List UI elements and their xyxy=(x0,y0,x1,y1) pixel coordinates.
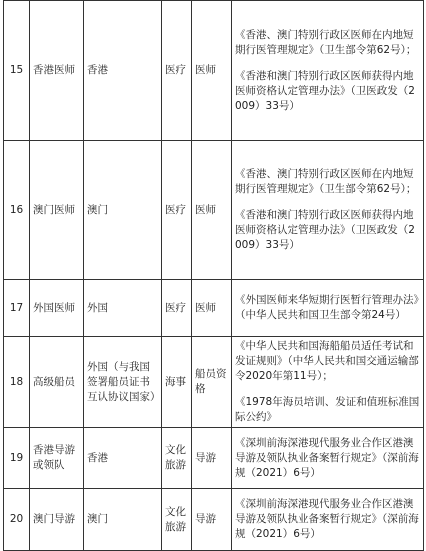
regulation-text: 《香港和澳门特别行政区医师获得内地医师资格认定管理办法》（卫医政发（2009）33号） xyxy=(235,69,415,112)
qualification-cell: 导游 xyxy=(192,428,232,489)
region-cell: 澳门 xyxy=(84,489,162,551)
regulation-text: 《香港和澳门特别行政区医师获得内地医师资格认定管理办法》（卫医政发（2009）33号） xyxy=(235,209,415,251)
document-table xyxy=(3,0,424,551)
category-cell: 文化旅游 xyxy=(162,489,192,551)
regulation-text: 《外国医师来华短期行医暂行管理办法》（中华人民共和国卫生部令第24号） xyxy=(235,294,419,321)
regulations-cell xyxy=(232,1,424,141)
table-row xyxy=(4,280,424,337)
category-cell: 文化旅游 xyxy=(162,428,192,489)
table-row xyxy=(4,141,424,280)
row-number: 20 xyxy=(4,489,30,551)
regulation-text: 《香港、澳门特别行政区医师在内地短期行医管理规定》（卫生部令第62号）； xyxy=(235,28,417,56)
regulations-cell xyxy=(232,337,424,428)
row-number: 17 xyxy=(4,280,30,337)
occupation-cell: 澳门导游 xyxy=(30,489,84,551)
table-row xyxy=(4,489,424,551)
table-row xyxy=(4,337,424,428)
regulation-text: 《深圳前海深港现代服务业合作区港澳导游及领队执业备案暂行规定》（深前海规（2021）6号） xyxy=(235,498,419,540)
table-row xyxy=(4,428,424,489)
row-number: 15 xyxy=(4,1,30,141)
category-cell: 医疗 xyxy=(162,280,192,337)
regulation-text: 《1978年海员培训、发证和值班标准国际公约》 xyxy=(235,396,420,423)
region-cell: 香港 xyxy=(84,428,162,489)
occupation-cell: 外国医师 xyxy=(30,280,84,337)
region-cell: 香港 xyxy=(84,1,162,141)
occupation-cell: 澳门医师 xyxy=(30,141,84,280)
category-cell: 医疗 xyxy=(162,1,192,141)
category-cell: 海事 xyxy=(162,337,192,428)
table-row xyxy=(4,1,424,141)
regulation-text: 《深圳前海深港现代服务业合作区港澳导游及领队执业备案暂行规定》（深前海规（2021）6号） xyxy=(235,436,419,479)
qualification-cell: 医师 xyxy=(192,1,232,141)
occupation-cell: 香港导游或领队 xyxy=(30,428,84,489)
regulation-text: 《中华人民共和国海船船员适任考试和发证规则》（中华人民共和国交通运输部令2020年第11号）； xyxy=(235,340,419,382)
category-cell: 医疗 xyxy=(162,141,192,280)
regulations-cell xyxy=(232,280,424,337)
regulations-cell xyxy=(232,489,424,551)
qualification-cell: 医师 xyxy=(192,280,232,337)
regulation-text: 《香港、澳门特别行政区医师在内地短期行医管理规定》（卫生部令第62号）； xyxy=(235,168,417,195)
region-cell: 外国（与我国签署船员证书互认协议国家） xyxy=(84,337,162,428)
occupation-cell: 高级船员 xyxy=(30,337,84,428)
qualification-cell: 医师 xyxy=(192,141,232,280)
row-number: 16 xyxy=(4,141,30,280)
row-number: 18 xyxy=(4,337,30,428)
qualification-cell: 导游 xyxy=(192,489,232,551)
qualification-cell: 船员资格 xyxy=(192,337,232,428)
occupation-cell: 香港医师 xyxy=(30,1,84,141)
row-number: 19 xyxy=(4,428,30,489)
region-cell: 外国 xyxy=(84,280,162,337)
regulations-cell xyxy=(232,141,424,280)
regulations-cell xyxy=(232,428,424,489)
region-cell: 澳门 xyxy=(84,141,162,280)
